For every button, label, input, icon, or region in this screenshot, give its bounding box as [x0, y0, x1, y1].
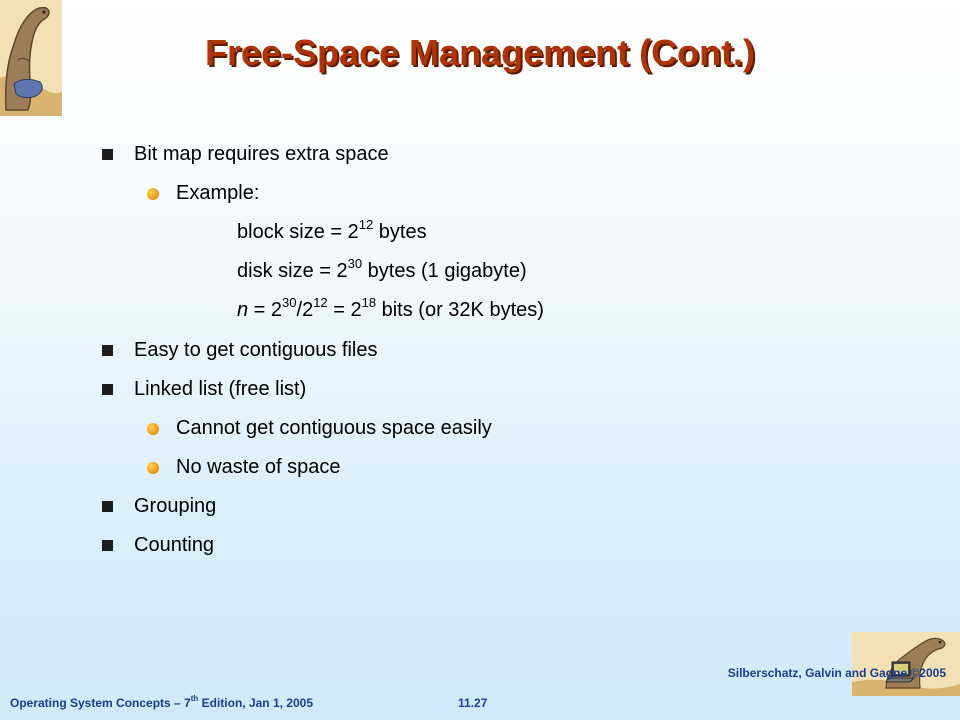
sub-bullet-no-contiguous: Cannot get contiguous space easily [176, 417, 492, 439]
sub-bullet-example: Example: [176, 182, 260, 204]
bullet-grouping: Grouping [134, 495, 217, 517]
round-bullet-icon [147, 462, 159, 474]
block-size-line: block size = $2^{12}$ bytes [237, 217, 427, 243]
footer-authors: Silberschatz, Galvin and Gagne ©2005 [727, 666, 946, 680]
footer-course-title: Operating System Concepts – 7th Edition, Jan 1, 2005 [10, 694, 314, 710]
square-bullet-icon [102, 149, 113, 160]
square-bullet-icon [102, 501, 113, 512]
bullet-contiguous: Easy to get contiguous files [134, 339, 378, 361]
round-bullet-icon [147, 188, 159, 200]
square-bullet-icon [102, 384, 113, 395]
square-bullet-icon [102, 540, 113, 551]
bullet-bit-map: Bit map requires extra space [134, 143, 389, 165]
sub-bullet-no-waste: No waste of space [176, 456, 341, 478]
disk-size-line: disk size = $2^{30}$ bytes (1 gigabyte) [237, 256, 527, 282]
dinosaur-laptop-logo [852, 632, 960, 696]
square-bullet-icon [102, 345, 113, 356]
bullet-linked-list: Linked list (free list) [134, 378, 307, 400]
bullet-counting: Counting [134, 534, 215, 556]
bit-count-line: $n = 2^{30}/2^{12} = 2^{18}$ bits (or 32K bytes) [237, 295, 544, 321]
slide-footer [0, 666, 960, 720]
slide-title: Free-Space Management (Cont.) [204, 32, 756, 73]
round-bullet-icon [147, 423, 159, 435]
footer-page-number: 11.27 [458, 696, 488, 710]
